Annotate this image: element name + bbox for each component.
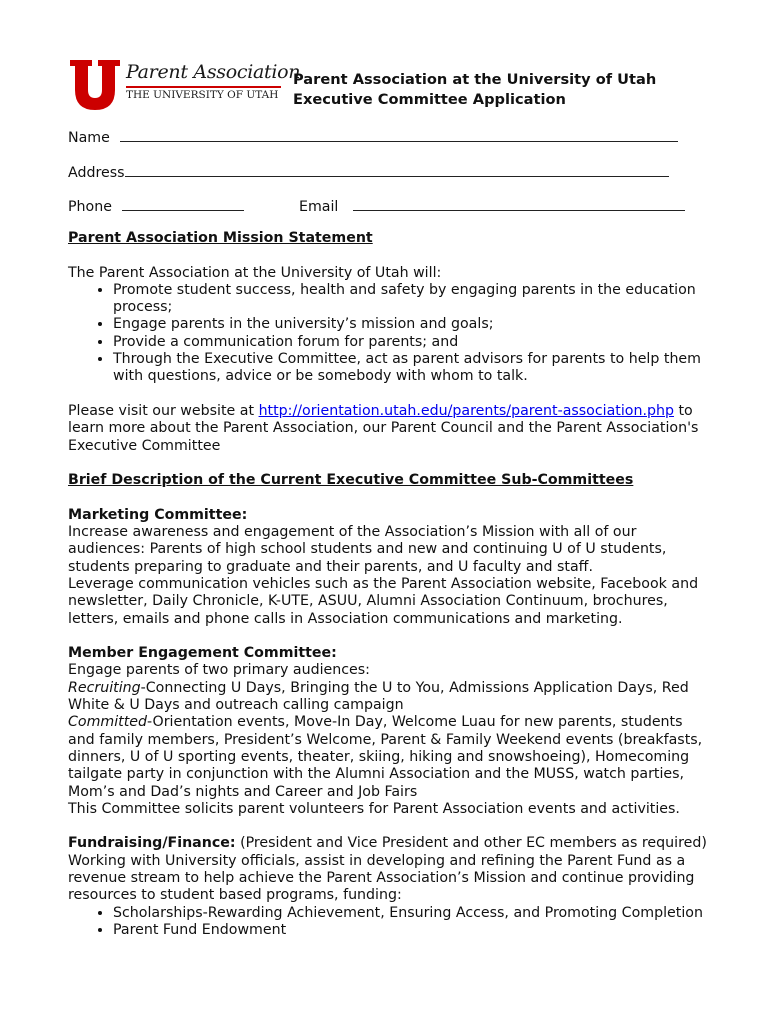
address-field-row — [68, 162, 669, 182]
address-label: Address — [68, 165, 125, 181]
fundraising-list — [68, 905, 708, 940]
mission-heading: Parent Association Mission Statement — [68, 230, 373, 246]
list-item: • Provide a communication forum for parents; and — [113, 334, 708, 351]
website-link[interactable]: http://orientation.utah.edu/parents/parent-association.php — [258, 402, 674, 419]
document-body — [68, 230, 708, 939]
list-item: • Parent Fund Endowment — [113, 922, 708, 939]
mission-intro: The Parent Association at the University of Utah will: — [68, 264, 442, 281]
contact-field-row — [68, 196, 685, 216]
list-item: • Engage parents in the university’s mission and goals; — [113, 316, 708, 333]
name-field-row — [68, 127, 678, 147]
member-engagement-closing: This Committee solicits parent volunteers for Parent Association events and activities. — [68, 800, 680, 817]
logo-divider — [126, 86, 281, 88]
phone-field[interactable] — [122, 196, 244, 211]
mission-list — [68, 282, 708, 386]
member-engagement-title: Member Engagement Committee: — [68, 645, 337, 662]
logo-wordmark: Parent Association — [126, 61, 301, 83]
name-field[interactable] — [120, 127, 678, 142]
website-paragraph: Please visit our website at http://orientation.utah.edu/parents/parent-association.php to learn more about the Parent Association, our Parent Council and the Parent Association's Executive Committee — [68, 402, 699, 454]
committed-paragraph: Committed-Orientation events, Move-In Day, Welcome Luau for new parents, students and family members, President’s Welcome, Parent & Family Weekend events (breakfasts, dinners, U of U sporting events, theater, skiing, hiking and snowshoeing), Homecoming tailgate party in conjunction with the Alumni Association and the MUSS, watch parties, Mom’s and Dad’s nights and Career and Job Fairs — [68, 714, 703, 800]
marketing-title: Marketing Committee: — [68, 506, 248, 523]
university-u-logo-icon — [70, 60, 120, 110]
title-line-2: Executive Committee Application — [293, 91, 566, 108]
title-line-1: Parent Association at the University of Utah — [293, 71, 657, 88]
email-field[interactable] — [353, 196, 685, 211]
marketing-paragraph-2: Leverage communication vehicles such as the Parent Association website, Facebook and newsletter, Daily Chronicle, K-UTE, ASUU, Alumni Association Continuum, brochures, letters, emails and phone calls in Association communications and marketing. — [68, 575, 699, 627]
list-item: • Promote student success, health and safety by engaging parents in the education process; — [113, 282, 708, 317]
list-item: • Scholarships-Rewarding Achievement, Ensuring Access, and Promoting Completion — [113, 905, 708, 922]
name-label: Name — [68, 130, 110, 146]
document-title — [293, 70, 656, 110]
list-item: • Through the Executive Committee, act as parent advisors for parents to help them with questions, advice or be somebody with whom to talk. — [113, 351, 708, 386]
member-engagement-intro: Engage parents of two primary audiences: — [68, 662, 370, 679]
subcommittees-heading: Brief Description of the Current Executive Committee Sub-Committees — [68, 472, 634, 489]
email-label: Email — [298, 199, 339, 215]
logo-institution: THE UNIVERSITY OF UTAH — [126, 89, 279, 101]
marketing-paragraph-1: Increase awareness and engagement of the Association’s Mission with all of our audiences: Parents of high school students and new and continuing U of U students, students preparing to graduate and their parents, and U faculty and staff. — [68, 524, 667, 575]
parent-association-logo — [70, 60, 301, 112]
fundraising-paragraph: Working with University officials, assist in developing and refining the Parent Fund as a revenue stream to help achieve the Parent Association’s Mission and continue providing resources to student based programs, funding: — [68, 852, 695, 904]
address-field[interactable] — [125, 162, 669, 177]
phone-label: Phone — [68, 199, 112, 215]
recruiting-paragraph: Recruiting-Connecting U Days, Bringing the U to You, Admissions Application Days, Red White & U Days and outreach calling campaign — [68, 679, 689, 714]
fundraising-heading: Fundraising/Finance: (President and Vice President and other EC members as required) — [68, 835, 707, 852]
